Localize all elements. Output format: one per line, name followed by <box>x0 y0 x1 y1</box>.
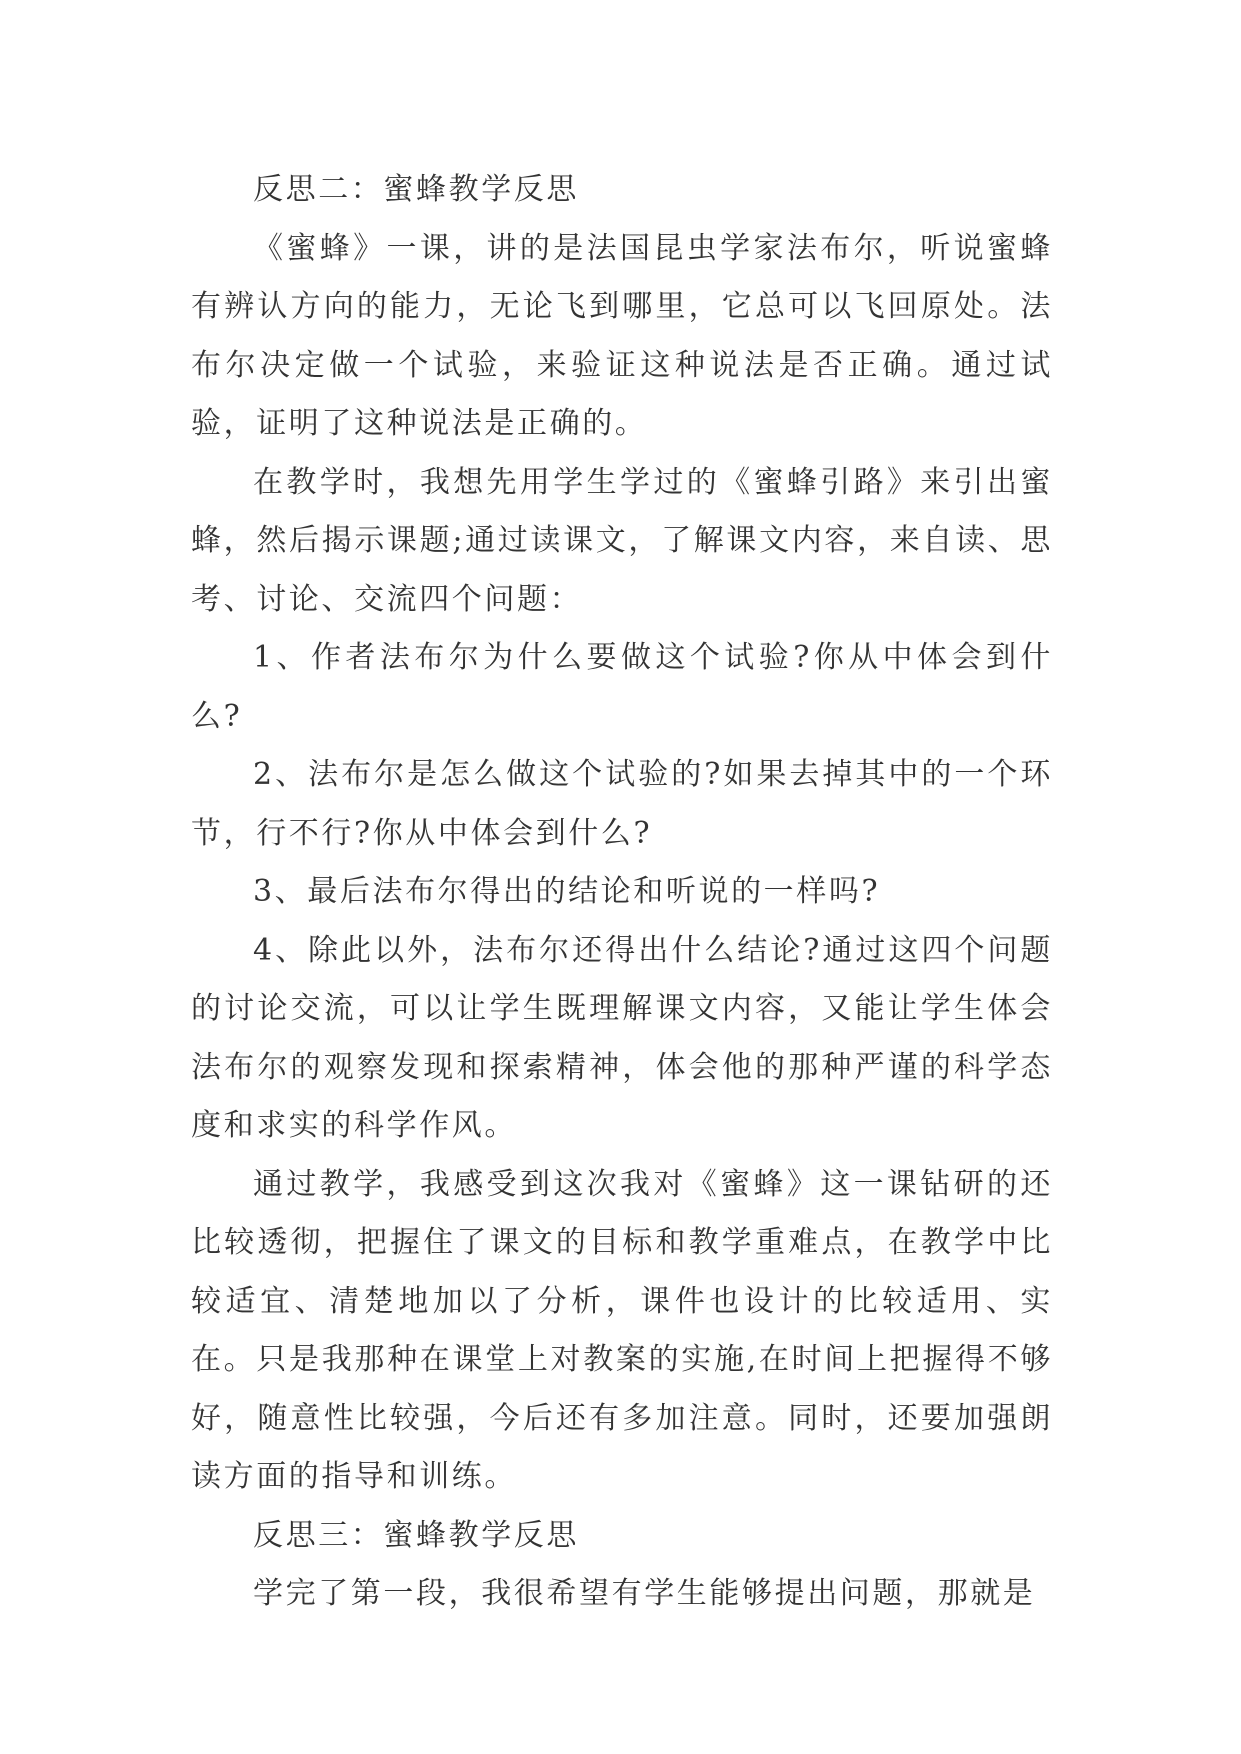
paragraph: 《蜜蜂》一课，讲的是法国昆虫学家法布尔，听说蜜蜂有辨认方向的能力，无论飞到哪里，它总可以飞回原处。法布尔决定做一个试验，来验证这种说法是否正确。通过试验，证明了这种说法是正确的。 <box>191 230 1053 441</box>
document-body <box>191 161 1053 1624</box>
question-item: 3、最后法布尔得出的结论和听说的一样吗? <box>253 874 881 909</box>
paragraph: 通过教学，我感受到这次我对《蜜蜂》这一课钻研的还比较透彻，把握住了课文的目标和教学重难点，在教学中比较适宜、清楚地加以了分析，课件也设计的比较适用、实在。只是我那种在课堂上对教案的实施,在时间上把握得不够好，随意性比较强，今后还有多加注意。同时，还要加强朗读方面的指导和训练。 <box>191 1166 1053 1494</box>
question-item: 1、作者法布尔为什么要做这个试验?你从中体会到什么? <box>191 640 1053 734</box>
question-item: 2、法布尔是怎么做这个试验的?如果去掉其中的一个环节，行不行?你从中体会到什么? <box>191 757 1053 851</box>
section-heading-reflection-2: 反思二：蜜蜂教学反思 <box>253 172 579 207</box>
paragraph: 在教学时，我想先用学生学过的《蜜蜂引路》来引出蜜蜂，然后揭示课题;通过读课文，了解课文内容，来自读、思考、讨论、交流四个问题： <box>191 464 1053 617</box>
section-heading-reflection-3: 反思三：蜜蜂教学反思 <box>253 1517 579 1553</box>
question-item: 4、除此以外，法布尔还得出什么结论?通过这四个问题的讨论交流，可以让学生既理解课文内容，又能让学生体会法布尔的观察发现和探索精神，体会他的那种严谨的科学态度和求实的科学作风。 <box>191 932 1053 1143</box>
paragraph: 学完了第一段，我很希望有学生能够提出问题，那就是 <box>253 1576 1036 1611</box>
